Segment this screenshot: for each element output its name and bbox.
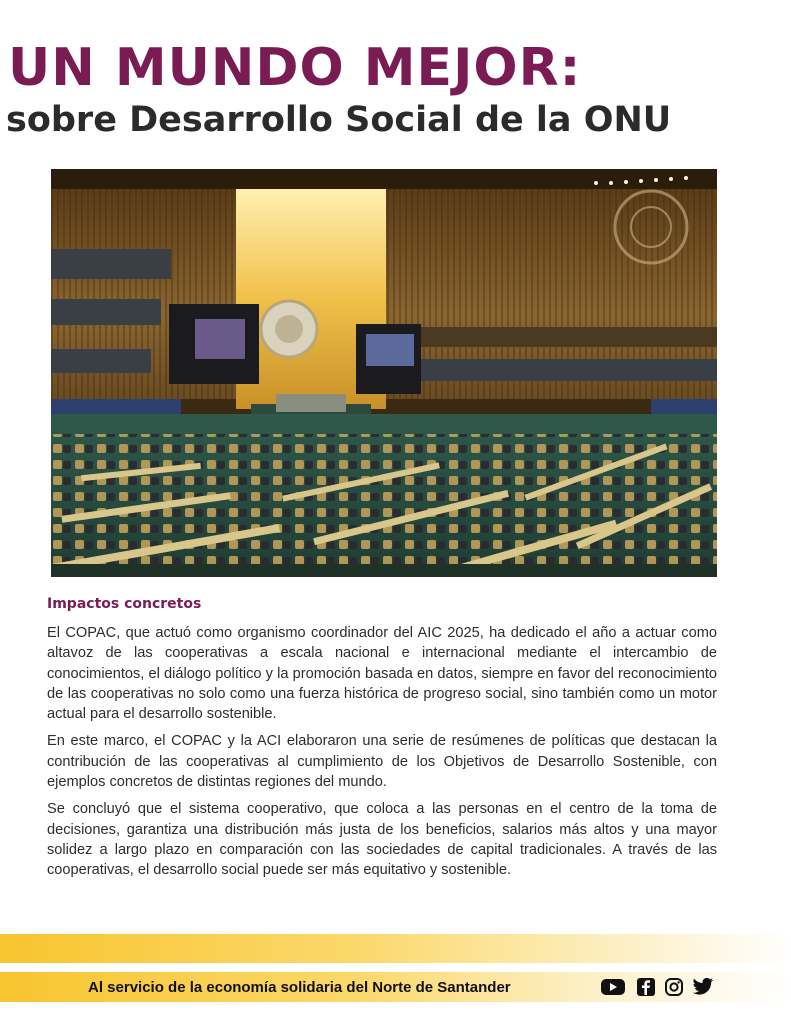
assembly-hall-photo xyxy=(51,169,717,577)
paragraph-3: Se concluyó que el sistema cooperativo, que coloca a las personas en el centro de la toma de decisiones, garantiza una distribución más justa de los beneficios, salarios más altos y una mayor solidez a largo plazo en comparación con las sociedades de capital tradicionales. A través de las cooperativas, el desarrollo social puede ser más equitativo y sostenible. xyxy=(47,801,717,879)
paragraph-2: En este marco, el COPAC y la ACI elaboraron una serie de resúmenes de políticas que destacan la contribución de las cooperativas al cumplimiento de los Objetivos de Desarrollo Sostenible, con ejemplos concretos de distintas regiones del mundo. xyxy=(47,733,717,791)
footer-band-top xyxy=(0,934,791,963)
youtube-icon[interactable] xyxy=(600,977,626,1002)
paragraph-1: El COPAC, que actuó como organismo coordinador del AIC 2025, ha dedicado el año a actuar como altavoz de las cooperativas a escala nacional e internacional mediante el intercambio de conocimientos, el diálogo político y la promoción basada en datos, siempre en favor del reconocimiento de las cooperativas no solo como una fuerza histórica de progreso social, sino también como un motor actual para el desarrollo sostenible. xyxy=(47,625,717,723)
article-body xyxy=(47,594,717,888)
instagram-icon[interactable] xyxy=(664,977,684,1002)
section-heading: Impactos concretos xyxy=(47,596,202,612)
page-subtitle: sobre Desarrollo Social de la ONU xyxy=(6,100,672,140)
facebook-icon[interactable] xyxy=(636,977,656,1002)
twitter-icon[interactable] xyxy=(692,977,714,1002)
page-title: UN MUNDO MEJOR: xyxy=(8,38,582,98)
footer-slogan: Al servicio de la economía solidaria del Norte de Santander xyxy=(88,979,511,996)
